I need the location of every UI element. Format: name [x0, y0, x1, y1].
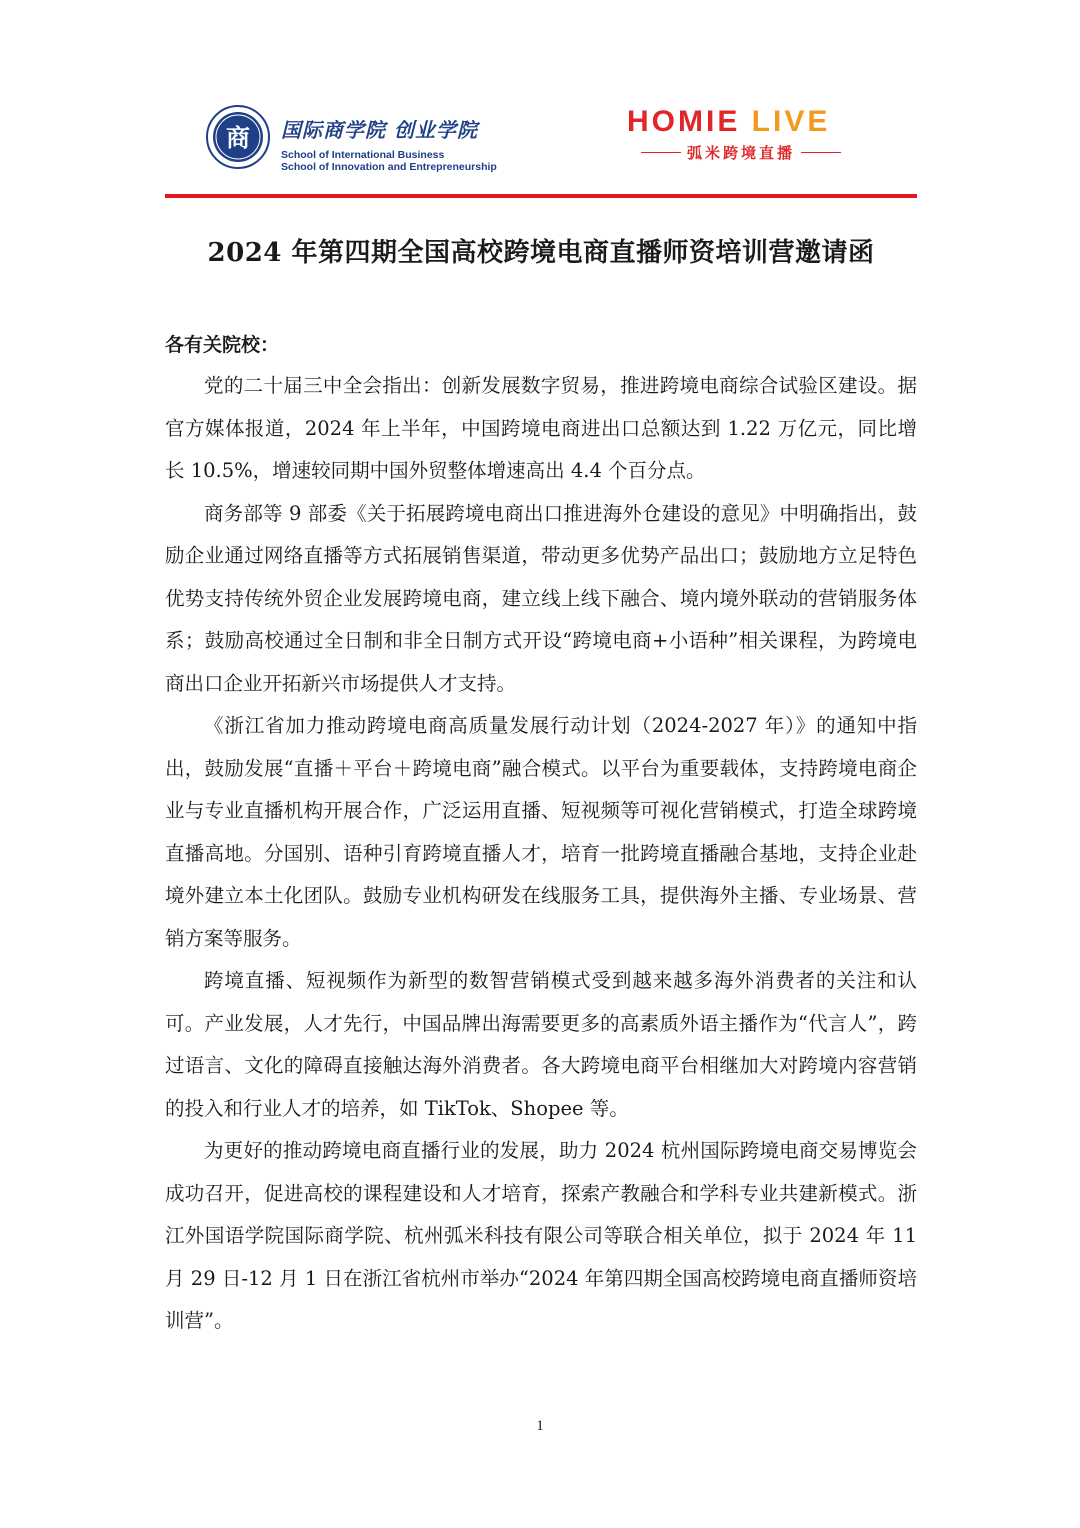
letterhead	[165, 96, 917, 180]
school-logo	[205, 104, 505, 172]
brand-part-homie: HOMIE	[627, 105, 741, 138]
subtitle-rule-left	[641, 152, 681, 153]
school-name-cn: 国际商学院 创业学院	[281, 118, 478, 142]
paragraph: 为更好的推动跨境电商直播行业的发展，助力 2024 杭州国际跨境电商交易博览会成功召开，促进高校的课程建设和人才培育，探索产教融合和学科专业共建新模式。浙江外国语学院国际商学院、杭州弧米科技有限公司等联合相关单位，拟于 2024 年 11 月 29 日-12 月 1 日在浙江省杭州市举办“2024 年第四期全国高校跨境电商直播师资培训营”。	[165, 1139, 917, 1332]
document-title: 2024 年第四期全国高校跨境电商直播师资培训营邀请函	[207, 238, 875, 268]
brand-part-live: LIVE	[740, 105, 831, 138]
homie-live-logo	[627, 104, 855, 172]
brand-subtitle: 弧米跨境直播	[686, 144, 795, 162]
brand-wordmark	[627, 104, 855, 140]
paragraph: 商务部等 9 部委《关于拓展跨境电商出口推进海外仓建设的意见》中明确指出，鼓励企业通过网络直播等方式拓展销售渠道，带动更多优势产品出口；鼓励地方立足特色优势支持传统外贸企业发展跨境电商，建立线上线下融合、境内境外联动的营销服务体系；鼓励高校通过全日制和非全日制方式开设“跨境电商+小语种”相关课程，为跨境电商出口企业开拓新兴市场提供人才支持。	[165, 501, 917, 695]
subtitle-rule-right	[801, 152, 841, 153]
greeting: 各有关院校：	[165, 334, 280, 356]
school-seal-icon	[205, 104, 271, 170]
school-name-en-2: School of Innovation and Entrepreneurship	[281, 161, 497, 173]
school-name-en-1: School of International Business	[281, 149, 445, 161]
paragraph: 党的二十届三中全会指出：创新发展数字贸易，推进跨境电商综合试验区建设。据官方媒体报道，2024 年上半年，中国跨境电商进出口总额达到 1.22 万亿元，同比增长 10.5%，增速较同期中国外贸整体增速高出 4.4 个百分点。	[165, 374, 917, 482]
paragraph: 《浙江省加力推动跨境电商高质量发展行动计划（2024-2027 年）》的通知中指出，鼓励发展“直播＋平台＋跨境电商”融合模式。以平台为重要载体，支持跨境电商企业与专业直播机构开展合作，广泛运用直播、短视频等可视化营销模式，打造全球跨境直播高地。分国别、语种引育跨境直播人才，培育一批跨境直播融合基地，支持企业赴境外建立本土化团队。鼓励专业机构研发在线服务工具，提供海外主播、专业场景、营销方案等服务。	[165, 714, 917, 950]
header-divider	[165, 194, 917, 198]
brand-subtitle-row	[627, 142, 855, 163]
paragraph: 跨境直播、短视频作为新型的数智营销模式受到越来越多海外消费者的关注和认可。产业发展，人才先行，中国品牌出海需要更多的高素质外语主播作为“代言人”，跨过语言、文化的障碍直接触达海外消费者。各大跨境电商平台相继加大对跨境内容营销的投入和行业人才的培养，如 TikTok、Shopee 等。	[165, 969, 917, 1120]
seal-text: 商	[226, 123, 250, 152]
page-number: 1	[536, 1418, 544, 1434]
document-body	[165, 365, 917, 1343]
